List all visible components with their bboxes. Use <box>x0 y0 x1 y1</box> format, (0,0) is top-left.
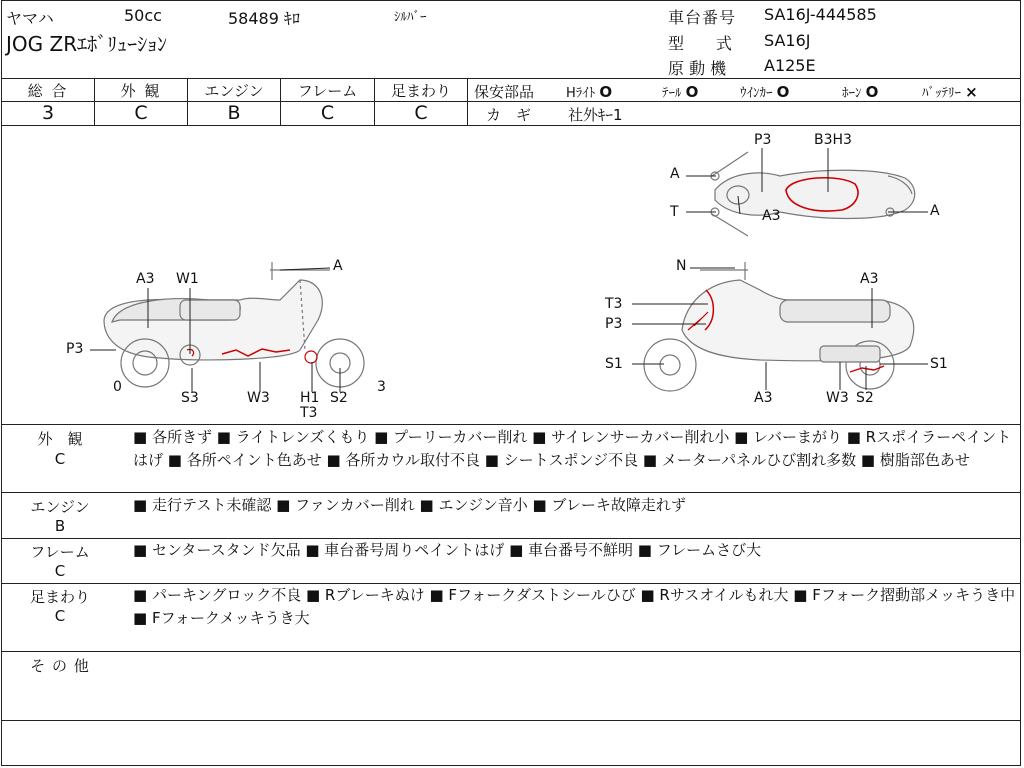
damage-label: A <box>670 166 680 182</box>
rule <box>467 78 468 125</box>
grade-engine-value: B <box>227 102 241 124</box>
note-category-frame: フレーム <box>30 543 90 561</box>
damage-label: 0 <box>113 379 122 395</box>
damage-label: A3 <box>860 271 879 287</box>
safety-item-headlight: Hﾗｲﾄ O <box>566 83 613 101</box>
engine-label: 原 動 機 <box>668 59 727 78</box>
model-label: 型 式 <box>668 34 733 53</box>
grade-exterior-label: 外 観 <box>120 82 162 100</box>
rule <box>1 78 1021 79</box>
grade-engine-label: エンジン <box>204 82 264 100</box>
safety-item-horn: ﾎｰﾝ O <box>842 83 879 101</box>
note-grade-frame: C <box>54 562 66 580</box>
note-text-frame: ■ センタースタンド欠品 ■ 車台番号周りペイントはげ ■ 車台番号不鮮明 ■ フレームさび大 <box>133 541 762 559</box>
rule <box>468 101 1021 102</box>
note-grade-suspension: C <box>54 607 66 625</box>
grade-total-label: 総 合 <box>27 82 69 100</box>
damage-label: A <box>333 258 343 274</box>
color: ｼﾙﾊﾞｰ <box>394 10 427 25</box>
damage-label: A <box>930 203 940 219</box>
damage-label: T3 <box>300 405 318 421</box>
grade-exterior-value: C <box>134 102 148 124</box>
damage-label: B3H3 <box>814 132 852 148</box>
grade-suspension-label: 足まわり <box>390 82 451 100</box>
damage-label: S3 <box>181 390 199 406</box>
damage-label: P3 <box>754 132 772 148</box>
damage-label: T <box>670 204 679 220</box>
frame-no: SA16J-444585 <box>764 5 877 24</box>
other-label: そ の 他 <box>30 657 90 675</box>
maker: ヤマハ <box>6 9 54 28</box>
rule <box>1 651 1021 652</box>
note-category-engine: エンジン <box>30 498 90 516</box>
grade-frame-value: C <box>320 102 335 124</box>
model-code: SA16J <box>764 31 811 50</box>
safety-label: 保安部品 <box>474 83 535 101</box>
damage-label: W1 <box>176 271 199 287</box>
engine-code: A125E <box>764 56 816 75</box>
grade-frame-label: フレーム <box>297 82 358 100</box>
damage-label: A3 <box>136 271 155 287</box>
note-text-suspension: ■ パーキングロック不良 ■ Rブレーキぬけ ■ Fフォークダストシールひび ■ Rサスオイルもれ大 ■ Fフォーク摺動部メッキうき中 ■ Fフォークメッキうき大 <box>133 586 1016 627</box>
mileage: 58489 ｷﾛ <box>228 9 300 28</box>
safety-item-tail: ﾃｰﾙ O <box>662 83 699 101</box>
damage-label: H1 <box>300 390 320 406</box>
damage-label: W3 <box>247 390 270 406</box>
rule <box>1 492 1021 493</box>
scooter-top-view <box>711 152 915 236</box>
safety-item-winker: ｳｲﾝｶｰ O <box>740 83 790 101</box>
damage-label: A3 <box>762 208 781 224</box>
displacement: 50cc <box>124 6 162 25</box>
key-label: カ ギ <box>486 106 532 124</box>
damage-label: S2 <box>856 390 874 406</box>
note-grade-exterior: C <box>54 450 66 468</box>
note-category-suspension: 足まわり <box>29 588 90 606</box>
damage-label: A3 <box>754 390 773 406</box>
damage-label: T3 <box>605 296 623 312</box>
damage-label: S2 <box>330 390 348 406</box>
grade-total-value: 3 <box>41 102 55 124</box>
note-category-exterior: 外 観 <box>37 430 83 448</box>
safety-item-battery: ﾊﾞｯﾃﾘｰ × <box>922 83 978 101</box>
note-text-engine: ■ 走行テスト未確認 ■ ファンカバー削れ ■ エンジン音小 ■ ブレーキ故障走れず <box>133 496 686 514</box>
rule <box>1 720 1021 721</box>
damage-label: 3 <box>377 379 386 395</box>
damage-label: S1 <box>930 356 948 372</box>
note-grade-engine: B <box>54 517 66 535</box>
damage-label: S1 <box>605 356 623 372</box>
damage-label: P3 <box>66 341 84 357</box>
damage-label: W3 <box>826 390 849 406</box>
note-text-exterior: ■ 各所きず ■ ライトレンズくもり ■ プーリーカバー削れ ■ サイレンサーカバー削れ小 ■ レバーまがり ■ Rスポイラーペイントはげ ■ 各所ペイント色あせ ■ 各所カウル取付不良 ■ シートスポンジ不良 ■ メーターパネルひび割れ多数 ■ 樹脂部色あせ <box>133 428 1012 469</box>
frame-no-label: 車台番号 <box>668 8 737 27</box>
rule <box>1 424 1021 425</box>
grade-suspension-value: C <box>414 102 428 124</box>
model-name: JOG ZRｴﾎﾞﾘｭｰｼｮﾝ <box>6 32 168 56</box>
damage-label: P3 <box>605 316 623 332</box>
key-value: 社外ｷｰ1 <box>568 106 623 124</box>
damage-label: N <box>676 258 687 274</box>
